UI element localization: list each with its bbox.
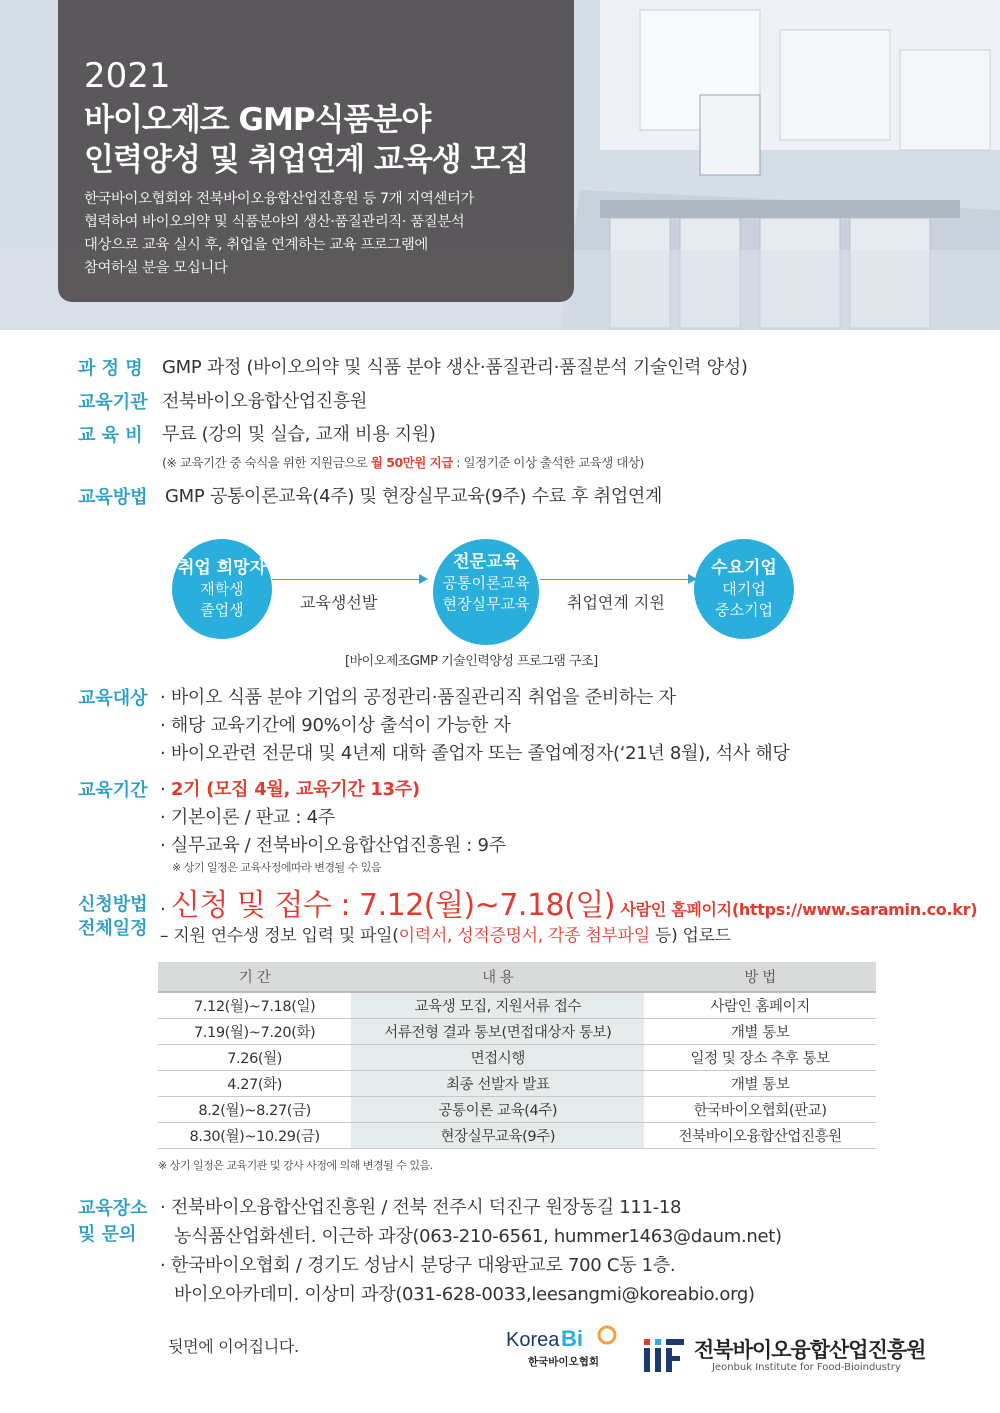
table-cell: 서류전형 결과 통보(면접대상자 통보) bbox=[351, 1019, 644, 1045]
table-cell: 일정 및 장소 추후 통보 bbox=[644, 1045, 876, 1071]
table-cell: 7.19(월)~7.20(화) bbox=[158, 1019, 351, 1045]
fee-value: 무료 (강의 및 실습, 교재 비용 지원) bbox=[162, 424, 436, 445]
hero-title-line1: 바이오제조 GMP식품분야 bbox=[84, 102, 431, 138]
method-label: 교육방법 bbox=[78, 487, 148, 508]
target-item: · 바이오 식품 분야 기업의 공정관리·품질관리직 취업을 준비하는 자 bbox=[160, 687, 676, 708]
hero-banner bbox=[0, 0, 1000, 330]
period-highlight: · 2기 (모집 4월, 교육기간 13주) bbox=[160, 779, 420, 800]
table-cell: 교육생 모집, 지원서류 접수 bbox=[351, 992, 644, 1019]
jbfood-name: 전북바이오융합산업진흥원 bbox=[694, 1338, 926, 1362]
node-line: 공통이론교육 bbox=[442, 574, 530, 592]
apply-site: 사람인 홈페이지 bbox=[620, 900, 732, 919]
table-row bbox=[158, 1045, 876, 1071]
arrow-head-icon bbox=[419, 574, 428, 584]
table-cell: 전북바이오융합산업진흥원 bbox=[644, 1123, 876, 1149]
node-line: 대기업 bbox=[722, 580, 766, 598]
table-cell: 7.12(월)~7.18(일) bbox=[158, 992, 351, 1019]
fee-note-post: : 일정기준 이상 출석한 교육생 대상) bbox=[452, 455, 644, 470]
node-title: 전문교육 bbox=[453, 552, 519, 572]
apply-desc-post: 등) 업로드 bbox=[649, 926, 731, 946]
table-header-row bbox=[158, 962, 876, 992]
period-note: ※ 상기 일정은 교육사정에따라 변경될 수 있음 bbox=[172, 861, 381, 874]
contact-line: · 전북바이오융합산업진흥원 / 전북 전주시 덕진구 원장동길 111-18 bbox=[160, 1197, 682, 1218]
hero-title-line2: 인력양성 및 취업연계 교육생 모집 bbox=[84, 142, 529, 178]
fee-note-pre: (※ 교육기간 중 숙식을 위한 지원금으로 bbox=[162, 455, 371, 470]
table-row bbox=[158, 1019, 876, 1045]
apply-desc-highlight: 이력서, 성적증명서, 각종 첨부파일 bbox=[398, 926, 650, 946]
institution-label: 교육기관 bbox=[78, 392, 148, 413]
apply-desc bbox=[160, 921, 731, 946]
table-header: 기 간 bbox=[158, 962, 351, 992]
period-item: · 실무교육 / 전북바이오융합산업진흥원 : 9주 bbox=[160, 835, 506, 856]
contact-label-2: 및 문의 bbox=[78, 1224, 137, 1245]
institution-value: 전북바이오융합산업진흥원 bbox=[162, 391, 368, 412]
hero-desc-line: 참여하실 분을 모십니다 bbox=[84, 260, 228, 276]
diagram-node-applicants bbox=[172, 539, 272, 639]
contact-line: 농식품산업화센터. 이근하 과장(063-210-6561, hummer1463@daum.net) bbox=[174, 1226, 782, 1247]
apply-url[interactable]: (https://www.saramin.co.kr) bbox=[731, 900, 978, 919]
node-line: 현장실무교육 bbox=[442, 595, 530, 613]
node-line: 중소기업 bbox=[715, 601, 773, 619]
table-cell: 면접시행 bbox=[351, 1045, 644, 1071]
period-highlight-text: 2기 (모집 4월, 교육기간 13주) bbox=[170, 779, 420, 800]
table-row bbox=[158, 1123, 876, 1149]
target-item: · 해당 교육기간에 90%이상 출석이 가능한 자 bbox=[160, 715, 511, 736]
table-row bbox=[158, 1097, 876, 1123]
node-title: 취업 희망자 bbox=[177, 558, 267, 578]
diagram-arrow-1 bbox=[272, 579, 422, 580]
apply-label-2: 전체일정 bbox=[78, 918, 148, 939]
diagram-arrow-2-label: 취업연계 지원 bbox=[567, 593, 665, 612]
hero-desc-line: 대상으로 교육 실시 후, 취업을 연계하는 교육 프로그램에 bbox=[84, 237, 428, 253]
target-label: 교육대상 bbox=[78, 688, 148, 709]
svg-text:Korea: Korea bbox=[506, 1329, 560, 1351]
fee-note bbox=[162, 453, 644, 471]
period-label: 교육기간 bbox=[78, 780, 148, 801]
apply-desc-pre: – 지원 연수생 정보 입력 및 파일( bbox=[160, 926, 399, 946]
continue-note: 뒷면에 이어집니다. bbox=[168, 1337, 299, 1356]
table-cell: 8.2(월)~8.27(금) bbox=[158, 1097, 351, 1123]
hero-text-box bbox=[58, 0, 574, 302]
table-cell: 개별 통보 bbox=[644, 1071, 876, 1097]
table-cell: 개별 통보 bbox=[644, 1019, 876, 1045]
table-cell: 7.26(월) bbox=[158, 1045, 351, 1071]
table-cell: 현장실무교육(9주) bbox=[351, 1123, 644, 1149]
table-header: 방 법 bbox=[644, 962, 876, 992]
table-cell: 8.30(월)~10.29(금) bbox=[158, 1123, 351, 1149]
jbfood-eng-name: Jeonbuk Institute for Food-Bioindustry bbox=[712, 1362, 901, 1373]
koreabio-logo bbox=[506, 1322, 626, 1372]
contact-line: 바이오아카데미. 이상미 과장(031-628-0033,leesangmi@koreabio.org) bbox=[174, 1284, 755, 1305]
node-title: 수요기업 bbox=[711, 558, 777, 578]
course-value: GMP 과정 (바이오의약 및 식품 분야 생산·품질관리·품질분석 기술인력 양성) bbox=[162, 357, 748, 378]
hero-title bbox=[84, 100, 528, 180]
table-cell: 공통이론 교육(4주) bbox=[351, 1097, 644, 1123]
fee-note-highlight: 월 50만원 지급 bbox=[370, 455, 453, 470]
diagram-node-companies bbox=[694, 539, 794, 639]
table-cell: 4.27(화) bbox=[158, 1071, 351, 1097]
koreabio-name: 한국바이오협회 bbox=[528, 1356, 600, 1368]
node-line: 재학생 bbox=[200, 580, 244, 598]
hero-desc-line: 한국바이오협회와 전북바이오융합산업진흥원 등 7개 지역센터가 bbox=[84, 191, 474, 207]
jbfood-logo bbox=[642, 1334, 942, 1380]
method-value: GMP 공통이론교육(4주) 및 현장실무교육(9주) 수료 후 취업연계 bbox=[165, 486, 663, 507]
course-label: 과 정 명 bbox=[78, 358, 143, 379]
diagram-caption: [바이오제조GMP 기술인력양성 프로그램 구조] bbox=[345, 654, 598, 669]
schedule-note: ※ 상기 일정은 교육기관 및 강사 사정에 의해 변경될 수 있음. bbox=[158, 1159, 433, 1172]
apply-dates: 신청 및 접수 : 7.12(월)~7.18(일) bbox=[170, 888, 616, 923]
apply-label-1: 신청방법 bbox=[78, 894, 148, 915]
apply-line: · 신청 및 접수 : 7.12(월)~7.18(일) 사람인 홈페이지(https://www.saramin.co.kr) bbox=[160, 888, 978, 923]
diagram-arrow-1-label: 교육생선발 bbox=[300, 593, 378, 612]
diagram-node-training bbox=[433, 539, 539, 645]
fee-label: 교 육 비 bbox=[78, 425, 143, 446]
hero-description bbox=[84, 188, 564, 280]
hero-desc-line: 협력하여 바이오의약 및 식품분야의 생산·품질관리직· 품질분석 bbox=[84, 214, 465, 230]
period-item: · 기본이론 / 판교 : 4주 bbox=[160, 807, 335, 828]
schedule-table bbox=[158, 962, 876, 1149]
diagram-arrow-2 bbox=[540, 579, 690, 580]
hero-year: 2021 bbox=[84, 56, 171, 96]
table-cell: 최종 선발자 발표 bbox=[351, 1071, 644, 1097]
target-item: · 바이오관련 전문대 및 4년제 대학 졸업자 또는 졸업예정자(‘21년 8월), 석사 해당 bbox=[160, 743, 790, 764]
jif-logo-icon bbox=[642, 1336, 690, 1376]
contact-label-1: 교육장소 bbox=[78, 1198, 148, 1219]
table-cell: 한국바이오협회(판교) bbox=[644, 1097, 876, 1123]
table-row bbox=[158, 992, 876, 1019]
table-cell: 사람인 홈페이지 bbox=[644, 992, 876, 1019]
contact-line: · 한국바이오협회 / 경기도 성남시 분당구 대왕판교로 700 C동 1층. bbox=[160, 1255, 676, 1276]
table-header: 내 용 bbox=[351, 962, 644, 992]
svg-text:Bi: Bi bbox=[561, 1326, 583, 1351]
table-row bbox=[158, 1071, 876, 1097]
node-line: 졸업생 bbox=[200, 601, 244, 619]
